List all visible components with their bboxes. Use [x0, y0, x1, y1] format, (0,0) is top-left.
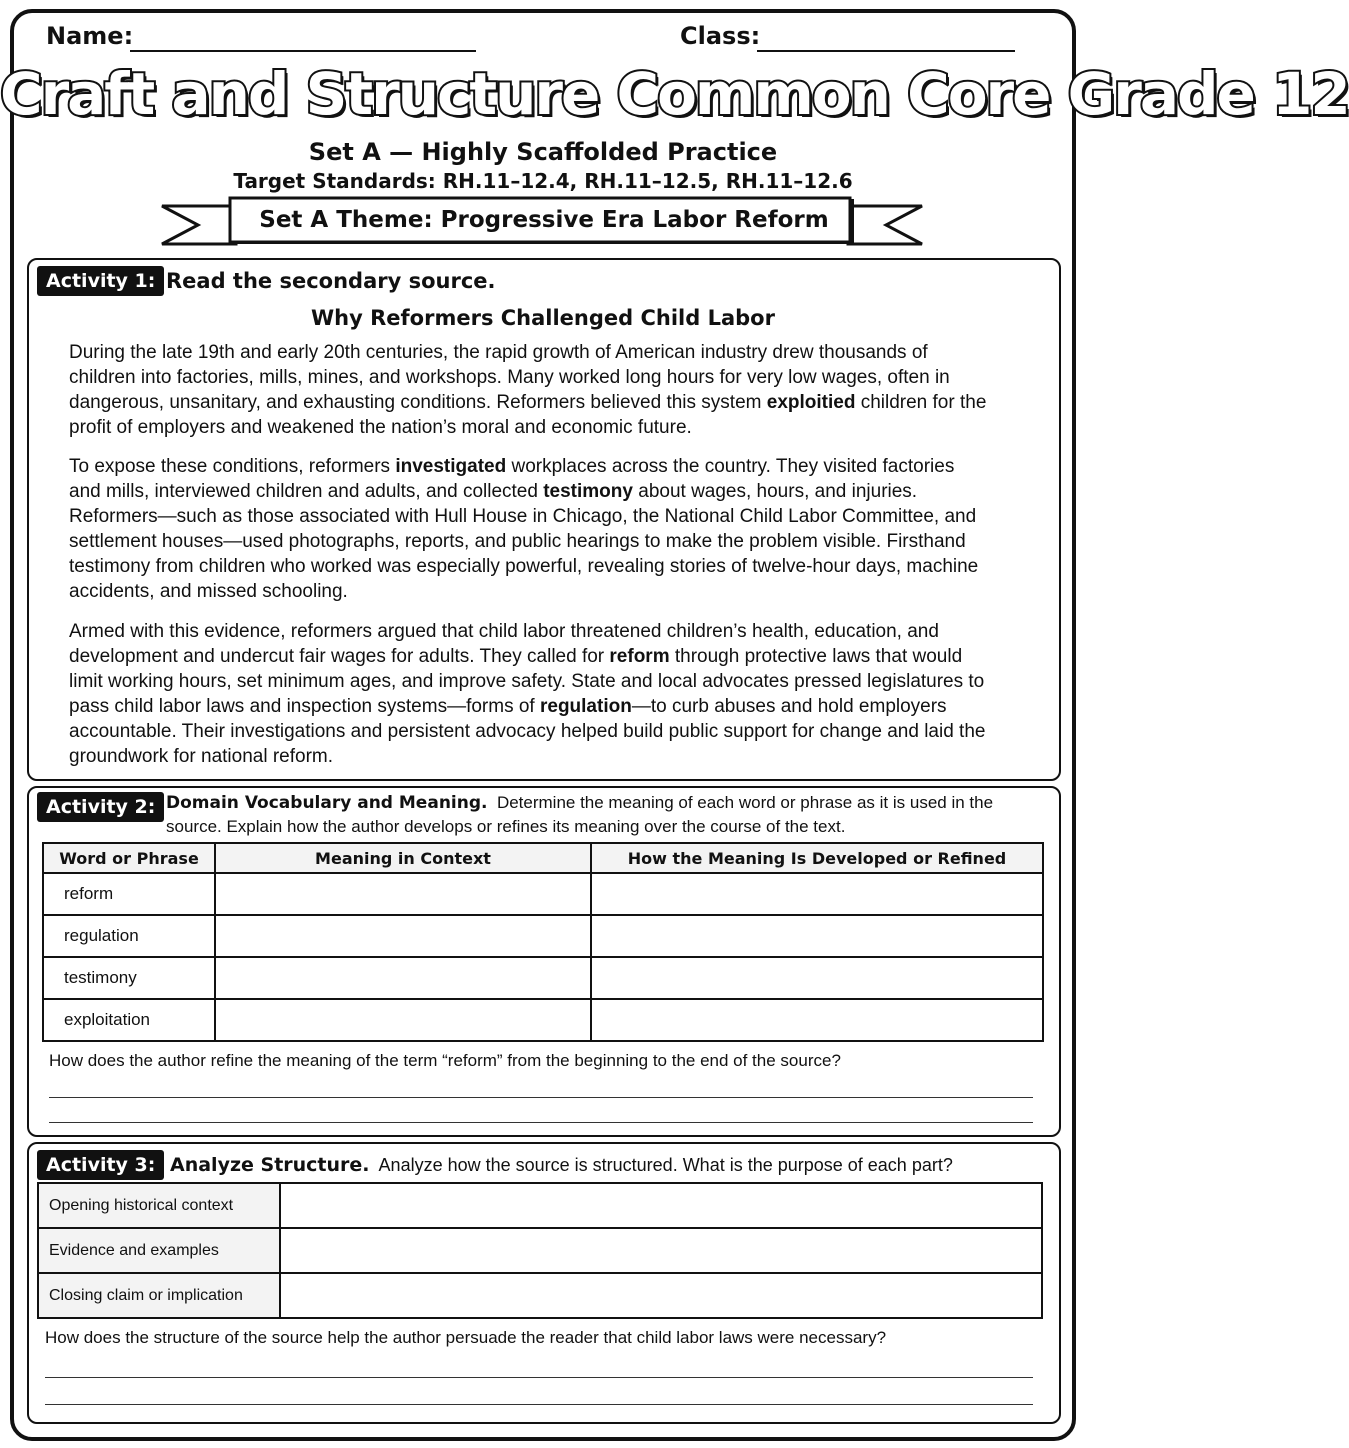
development-answer-cell[interactable] [591, 957, 1043, 999]
name-blank[interactable] [130, 50, 476, 52]
vocabulary-table [42, 842, 1044, 1042]
table-row [38, 1183, 1042, 1228]
structure-part-label: Opening historical context [38, 1183, 280, 1228]
word-cell: regulation [43, 915, 215, 957]
name-label: Name: [46, 22, 134, 50]
answer-line[interactable] [49, 1097, 1033, 1098]
activity-2-heading: Domain Vocabulary and Meaning. [166, 793, 488, 813]
source-title: Why Reformers Challenged Child Labor [311, 306, 775, 330]
word-cell: reform [43, 873, 215, 915]
development-answer-cell[interactable] [591, 873, 1043, 915]
development-answer-cell[interactable] [591, 999, 1043, 1041]
table-row [43, 999, 1043, 1041]
class-blank[interactable] [757, 50, 1015, 52]
activity-1-heading: Read the secondary source. [166, 269, 496, 293]
table-row [43, 957, 1043, 999]
vocab-term-exploitied: exploitied [766, 392, 856, 413]
activity-3-tag: Activity 3: [37, 1150, 164, 1180]
structure-part-label: Evidence and examples [38, 1228, 280, 1273]
purpose-answer-cell[interactable] [280, 1273, 1042, 1318]
column-header: How the Meaning Is Developed or Refined [591, 843, 1043, 873]
meaning-answer-cell[interactable] [215, 957, 591, 999]
theme-title: Set A Theme: Progressive Era Labor Reform [259, 207, 829, 233]
purpose-answer-cell[interactable] [280, 1228, 1042, 1273]
structure-part-label: Closing claim or implication [38, 1273, 280, 1318]
purpose-answer-cell[interactable] [280, 1183, 1042, 1228]
table-row [43, 873, 1043, 915]
word-cell: testimony [43, 957, 215, 999]
source-paragraph-3: Armed with this evidence, reformers argued that child labor threatened children’s health, education, and development and undercut fair wages for adults. They called for reform through protective laws that would limit working hours, set minimum ages, and improve safety. State and local advocates pressed legislatures to pass child labor laws and inspection systems—forms of regulation—to curb abuses and hold employers accountable. Their investigations and persistent advocacy helped build public support for change and laid the groundwork for national reform. [69, 621, 986, 767]
meaning-answer-cell[interactable] [215, 999, 591, 1041]
column-header: Meaning in Context [215, 843, 591, 873]
structure-table [37, 1182, 1043, 1319]
worksheet-title: Craft and Structure Common Core Grade 12 [0, 60, 1349, 128]
vocab-term-reform: reform [609, 646, 670, 667]
class-label: Class: [680, 22, 761, 50]
meaning-answer-cell[interactable] [215, 873, 591, 915]
activity-3-instructions: Analyze Structure. Analyze how the source is structured. What is the purpose of each part? [170, 1154, 953, 1176]
activity-2-tag: Activity 2: [37, 792, 164, 822]
answer-line[interactable] [49, 1122, 1033, 1123]
word-cell: exploitation [43, 999, 215, 1041]
activity-2-question: How does the author refine the meaning of the term “reform” from the beginning to the end of the source? [49, 1051, 841, 1070]
meaning-answer-cell[interactable] [215, 915, 591, 957]
activity-1-tag: Activity 1: [37, 266, 164, 296]
table-row [38, 1228, 1042, 1273]
development-answer-cell[interactable] [591, 915, 1043, 957]
vocab-term-testimony: testimony [543, 481, 633, 502]
vocab-term-regulation: regulation [539, 696, 632, 717]
table-row [38, 1273, 1042, 1318]
source-paragraph-2: To expose these conditions, reformers investigated workplaces across the country. They visited factories and mills, interviewed children and adults, and collected testimony about wages, hours, and injuries. Reformers—such as those associated with Hull House in Chicago, the National Child Labor Committee, and settlement houses—used photographs, reports, and public hearings to make the problem visible. Firsthand testimony from children who worked was especially powerful, revealing stories of twelve-hour days, machine accidents, and missed schooling. [69, 456, 979, 602]
set-title: Set A — Highly Scaffolded Practice [308, 138, 778, 166]
table-header-row [43, 843, 1043, 873]
target-standards: Target Standards: RH.11–12.4, RH.11–12.5, RH.11–12.6 [233, 169, 853, 193]
table-row [43, 915, 1043, 957]
answer-line[interactable] [45, 1377, 1033, 1378]
answer-line[interactable] [45, 1404, 1033, 1405]
activity-3-heading: Analyze Structure. [170, 1154, 370, 1176]
activity-3-question: How does the structure of the source help the author persuade the reader that child labor laws were necessary? [45, 1328, 887, 1347]
source-paragraph-1: During the late 19th and early 20th centuries, the rapid growth of American industry drew thousands of children into factories, mills, mines, and workshops. Many worked long hours for very low wages, often in dangerous, unsanitary, and exhausting conditions. Reformers believed this system exploitied children for the profit of employers and weakened the nation’s moral and economic future. [69, 342, 987, 438]
activity-2-instructions: Domain Vocabulary and Meaning. Determine the meaning of each word or phrase as it is used in the source. Explain how the author develops or refines its meaning over the course of the text. [166, 793, 994, 836]
column-header: Word or Phrase [43, 843, 215, 873]
vocab-term-investigated: investigated [395, 456, 507, 477]
